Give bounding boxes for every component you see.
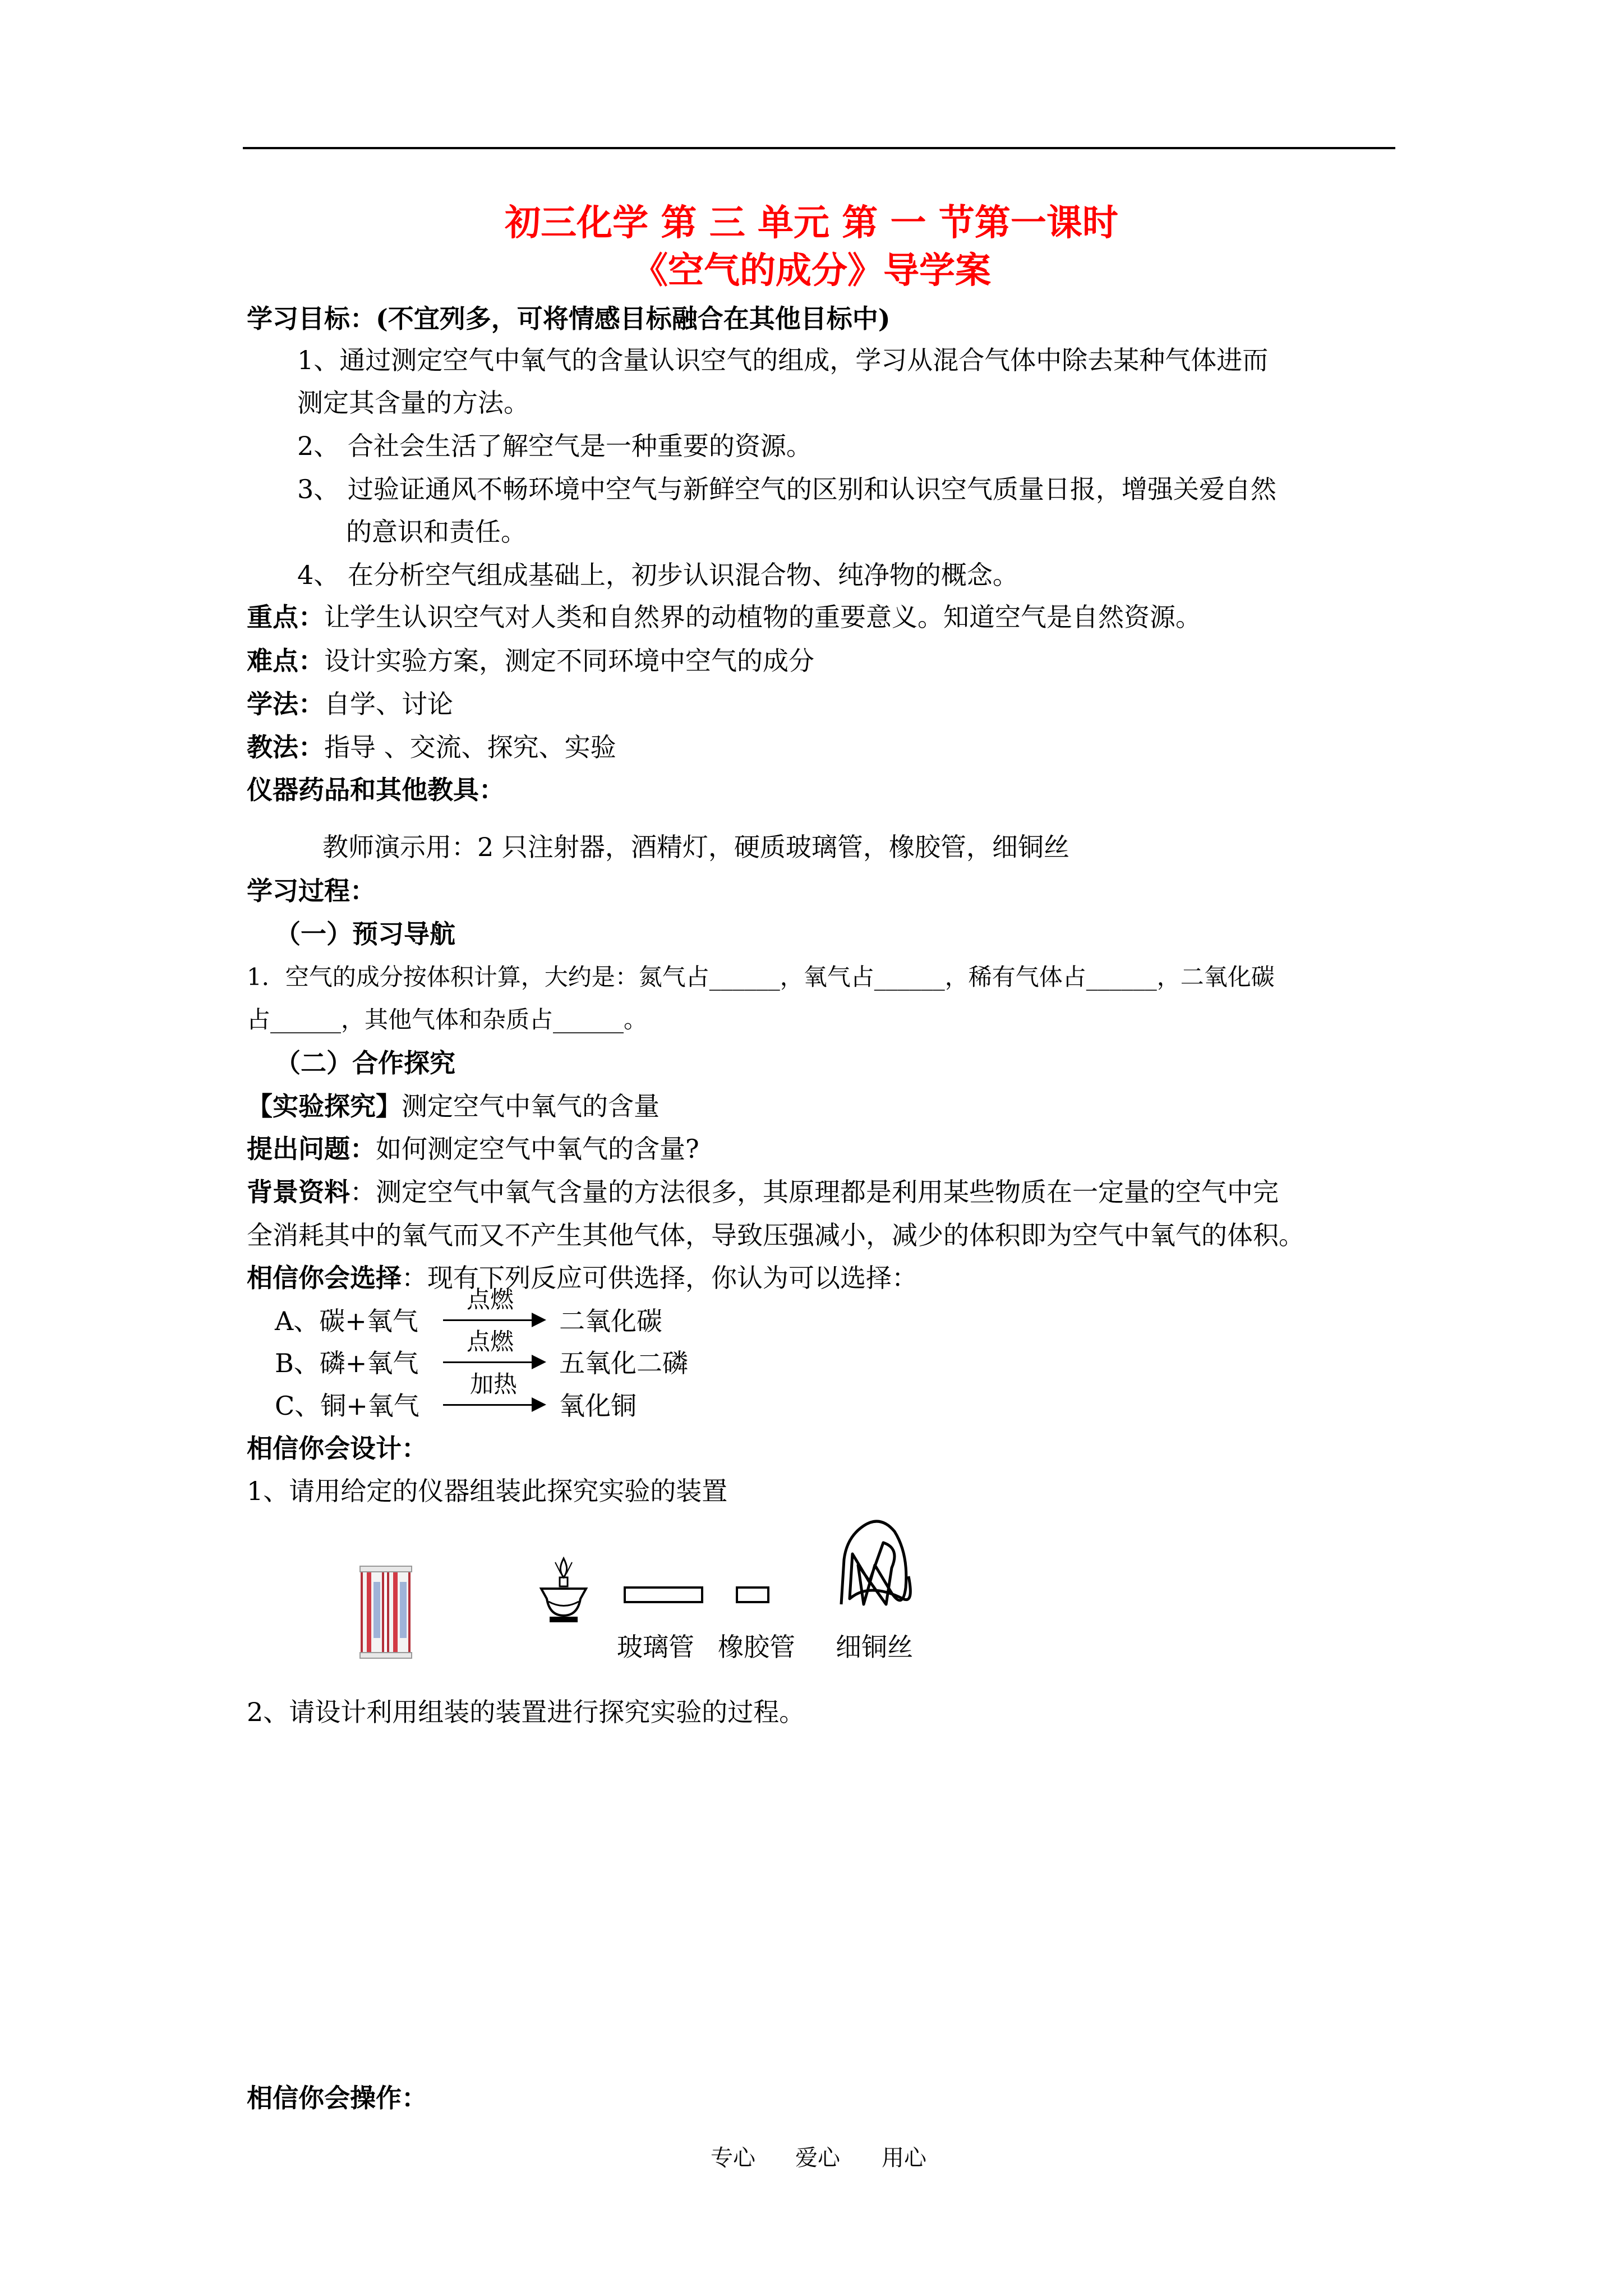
header-rule xyxy=(243,147,1395,149)
reaction-b-arrow xyxy=(443,1361,544,1363)
glass-tube-image xyxy=(624,1586,703,1603)
operate-heading: 相信你会操作： xyxy=(247,2083,427,2113)
reaction-c-product: 氧化铜 xyxy=(559,1391,637,1421)
question: 提出问题：如何测定空气中氧气的含量? xyxy=(247,1134,699,1164)
objective-3-line-2: 的意识和责任。 xyxy=(346,517,527,547)
process-heading: 学习过程： xyxy=(247,876,376,906)
reaction-b-condition: 点燃 xyxy=(467,1328,514,1355)
title-line-1: 初三化学 第 三 单元 第 一 节第一课时 xyxy=(505,202,1118,244)
difficulty: 难点：设计实验方案，测定不同环境中空气的成分 xyxy=(247,646,814,676)
title-line-2: 《空气的成分》导学案 xyxy=(632,250,991,292)
label-rubber-tube: 橡胶管 xyxy=(718,1632,795,1662)
label-glass-tube: 玻璃管 xyxy=(617,1632,694,1662)
objective-1-line-2: 测定其含量的方法。 xyxy=(297,388,529,418)
preview-line-1: 1．空气的成分按体积计算，大约是：氮气占______，氧气占______，稀有气体占______，二氧化碳 xyxy=(247,963,1275,991)
background-line-1: 背景资料：测定空气中氧气含量的方法很多，其原理都是利用某些物质在一定量的空气中完 xyxy=(247,1177,1279,1207)
background-line-2: 全消耗其中的氧气而又不产生其他气体，导致压强减小，减少的体积即为空气中氧气的体积。 xyxy=(247,1220,1304,1250)
reaction-a-product: 二氧化碳 xyxy=(559,1306,662,1336)
objectives-heading: 学习目标：(不宜列多，可将情感目标融合在其他目标中) xyxy=(247,303,891,334)
design-heading: 相信你会设计： xyxy=(247,1433,427,1464)
equipment-list: 教师演示用：2 只注射器，酒精灯，硬质玻璃管，橡胶管，细铜丝 xyxy=(322,832,1069,862)
reaction-c-reactants: C、铜+氧气 xyxy=(275,1391,419,1421)
footer-text-2: 爱心 xyxy=(795,2145,840,2171)
reaction-b-product: 五氧化二磷 xyxy=(559,1348,688,1378)
objective-2: 2、 合社会生活了解空气是一种重要的资源。 xyxy=(297,431,812,461)
reaction-b-reactants: B、磷+氧气 xyxy=(275,1348,419,1378)
rubber-tube-image xyxy=(736,1586,769,1603)
copper-wire-image xyxy=(830,1515,920,1616)
preview-heading: （一）预习导航 xyxy=(275,919,455,949)
experiment-topic: 【实验探究】测定空气中氧气的含量 xyxy=(247,1091,660,1121)
teaching-method: 教法：指导 、交流、探究、实验 xyxy=(247,732,616,762)
reaction-a-reactants: A、碳+氧气 xyxy=(275,1306,418,1336)
reaction-a-arrow xyxy=(443,1319,544,1321)
key-point: 重点：让学生认识空气对人类和自然界的动植物的重要意义。知道空气是自然资源。 xyxy=(247,602,1201,632)
footer-text-3: 用心 xyxy=(882,2145,926,2171)
objective-1-line-1: 1、通过测定空气中氧气的含量认识空气的组成，学习从混合气体中除去某种气体进而 xyxy=(297,345,1269,375)
choose-prompt: 相信你会选择：现有下列反应可供选择，你认为可以选择： xyxy=(247,1263,917,1293)
equipment-heading: 仪器药品和其他教具： xyxy=(247,775,505,805)
design-step-1: 1、请用给定的仪器组装此探究实验的装置 xyxy=(247,1476,728,1506)
reaction-c-arrow xyxy=(443,1404,544,1406)
reaction-c-condition: 加热 xyxy=(470,1370,518,1398)
label-copper-wire: 细铜丝 xyxy=(836,1632,913,1662)
design-step-2: 2、请设计利用组装的装置进行探究实验的过程。 xyxy=(247,1697,805,1727)
objective-4: 4、 在分析空气组成基础上，初步认识混合物、纯净物的概念。 xyxy=(297,560,1018,590)
objective-3-line-1: 3、 过验证通风不畅环境中空气与新鲜空气的区别和认识空气质量日报，增强关爱自然 xyxy=(297,474,1276,504)
cooperation-heading: （二）合作探究 xyxy=(275,1048,455,1078)
preview-line-2: 占______，其他气体和杂质占______。 xyxy=(247,1006,648,1033)
study-method: 学法：自学、讨论 xyxy=(247,689,453,719)
footer-text-1: 专心 xyxy=(711,2145,755,2171)
alcohol-lamp-image xyxy=(533,1554,594,1627)
syringes-image xyxy=(359,1565,415,1660)
reaction-a-condition: 点燃 xyxy=(467,1286,514,1313)
